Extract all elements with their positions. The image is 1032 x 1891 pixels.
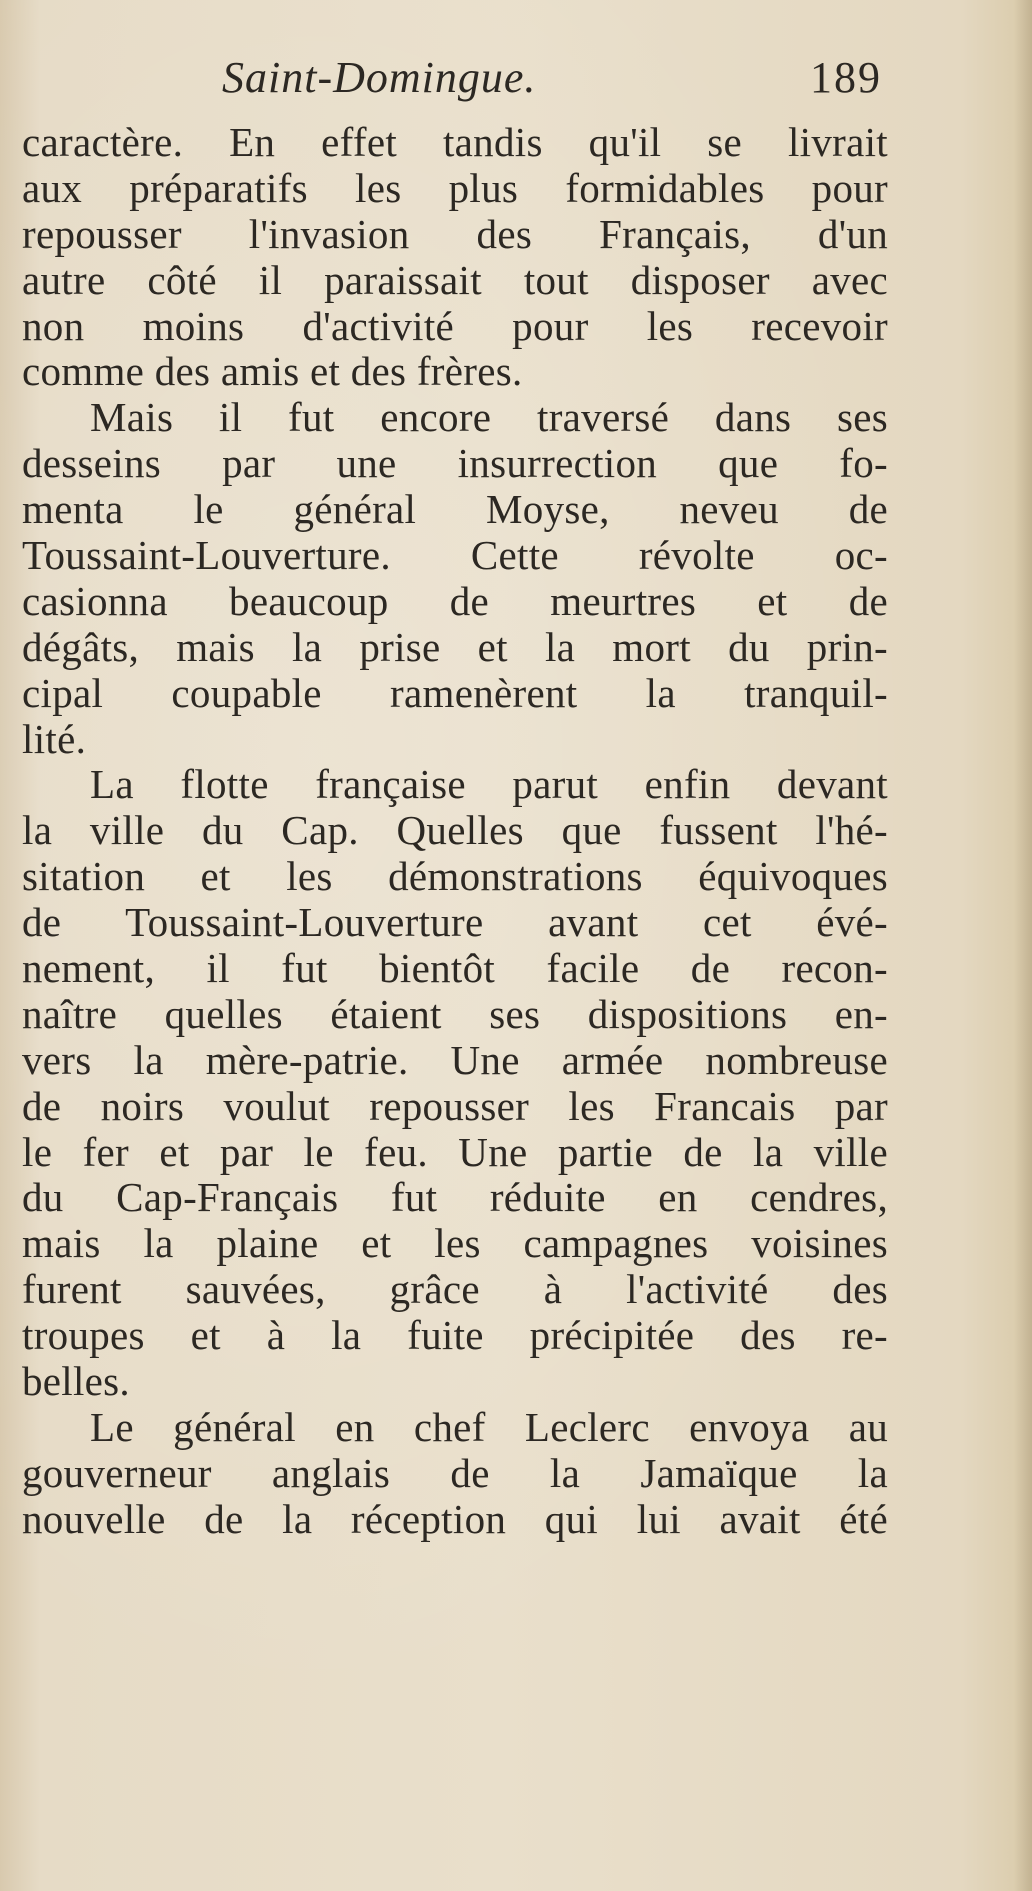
text-line: repousser l'invasion des Français, d'un	[22, 211, 888, 257]
text-line: Mais il fut encore traversé dans ses	[90, 395, 888, 441]
text-line: cipal coupable ramenèrent la tranquil-	[22, 670, 888, 716]
text-line: non moins d'activité pour les recevoir	[22, 303, 888, 349]
text-line: aux préparatifs les plus formidables pour	[22, 165, 888, 211]
text-line: vers la mère-patrie. Une armée nombreuse	[22, 1037, 888, 1083]
text-line: sitation et les démonstrations équivoques	[22, 854, 888, 900]
page-header	[222, 52, 882, 112]
text-line: menta le général Moyse, neveu de	[22, 487, 888, 533]
text-line: de Toussaint-Louverture avant cet évé-	[22, 900, 888, 946]
text-line: Le général en chef Leclerc envoya au	[90, 1404, 888, 1450]
text-line: mais la plaine et les campagnes voisines	[22, 1221, 888, 1267]
text-line: autre côté il paraissait tout disposer avec	[22, 257, 888, 303]
text-line: caractère. En effet tandis qu'il se livrait	[22, 120, 888, 165]
text-line: La flotte française parut enfin devant	[90, 762, 888, 808]
text-line: nouvelle de la réception qui lui avait été	[22, 1496, 888, 1542]
text-line: lité.	[22, 716, 87, 762]
text-line: desseins par une insurrection que fo-	[22, 441, 888, 487]
text-line: la ville du Cap. Quelles que fussent l'hé-	[22, 808, 888, 854]
text-line: furent sauvées, grâce à l'activité des	[22, 1267, 888, 1313]
text-line: belles.	[22, 1359, 130, 1405]
text-line: nement, il fut bientôt facile de recon-	[22, 946, 888, 992]
page-number: 189	[810, 53, 882, 102]
running-title: Saint-Domingue.	[222, 53, 537, 102]
text-line: de noirs voulut repousser les Francais par	[22, 1083, 888, 1129]
text-line: troupes et à la fuite précipitée des re-	[22, 1313, 888, 1359]
text-line: comme des amis et des frères.	[22, 349, 523, 395]
text-line: naître quelles étaient ses dispositions en-	[22, 991, 888, 1037]
text-line: casionna beaucoup de meurtres et de	[22, 578, 888, 624]
text-line: le fer et par le feu. Une partie de la ville	[22, 1129, 888, 1175]
text-line: gouverneur anglais de la Jamaïque la	[22, 1450, 888, 1496]
page-edge-shadow	[1014, 0, 1032, 1891]
text-line: du Cap-Français fut réduite en cendres,	[22, 1175, 888, 1221]
text-line: dégâts, mais la prise et la mort du prin-	[22, 624, 888, 670]
text-line: Toussaint-Louverture. Cette révolte oc-	[22, 533, 888, 579]
body-text	[22, 120, 888, 1543]
